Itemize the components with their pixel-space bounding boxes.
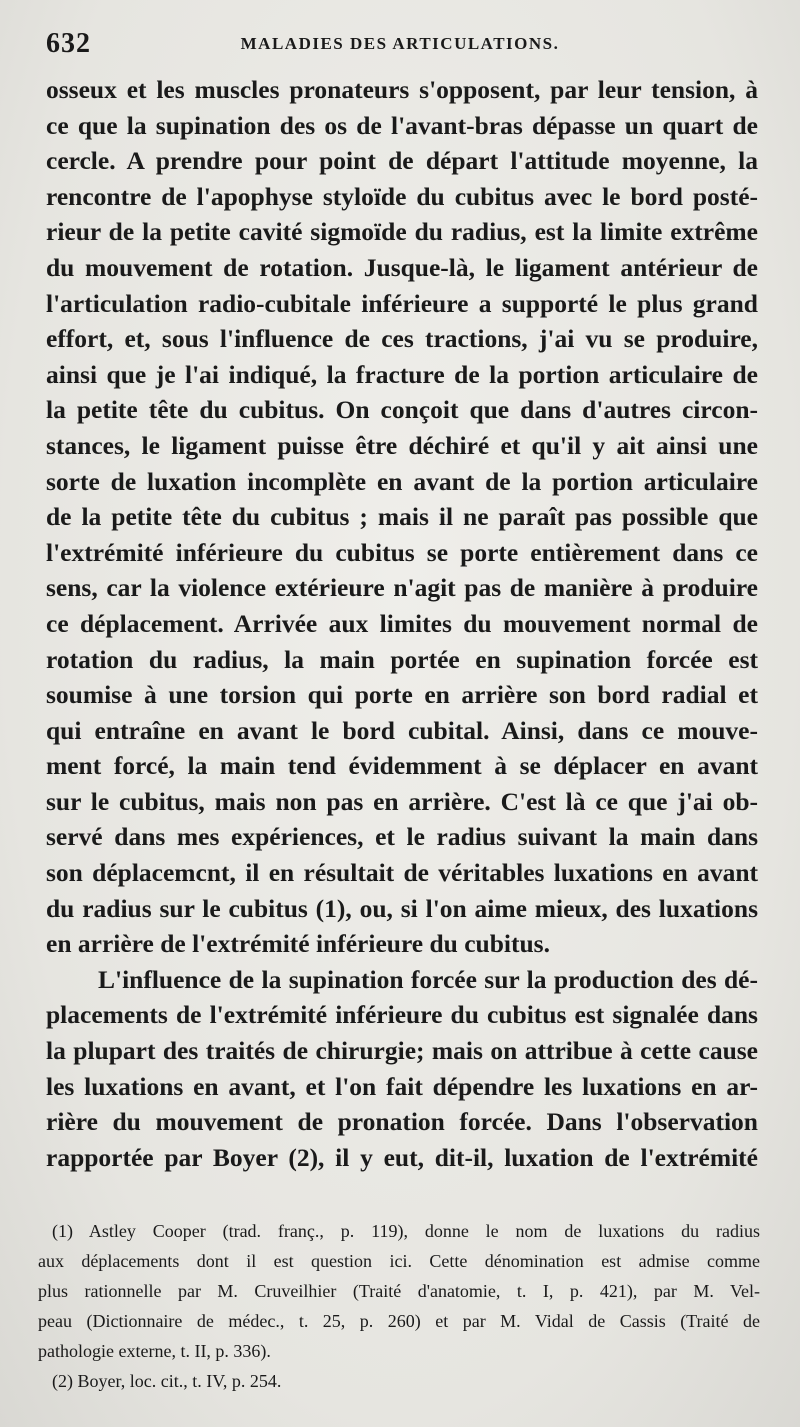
footnotes [38,1216,760,1396]
text-line: cercle. A prendre pour point de départ l'attitude moyenne, la [46,146,758,176]
text-line: du mouvement de rotation. Jusque-là, le ligament antérieur de [46,252,758,282]
text-line: sorte de luxation incomplète en avant de la portion articulaire [46,466,758,496]
text-line: sur le cubitus, mais non pas en arrière. C'est là ce que j'ai ob- [46,786,758,816]
text-line: rotation du radius, la main portée en supination forcée est [46,644,758,674]
footnote-1-line: aux déplacements dont il est question ici. Cette dénomination est admise comme [38,1251,760,1271]
text-line: ment forcé, la main tend évidemment à se déplacer en avant [46,751,758,781]
text-line: l'articulation radio-cubitale inférieure a supporté le plus grand [46,288,758,318]
running-head: MALADIES DES ARTICULATIONS. [240,34,560,53]
text-line: en arrière de l'extrémité inférieure du cubitus. [46,929,550,959]
body-text [46,72,758,1175]
text-line: servé dans mes expériences, et le radius suivant la main dans [46,822,758,852]
text-line: rapportée par Boyer (2), il y eut, dit-il, luxation de l'extrémité [46,1142,758,1172]
text-line: osseux et les muscles pronateurs s'opposent, par leur tension, à [46,75,758,104]
text-line: du radius sur le cubitus (1), ou, si l'on aime mieux, des luxations [46,893,758,923]
footnote-1-line: (1) Astley Cooper (trad. franç., p. 119), donne le nom de luxations du radius [52,1221,760,1241]
text-line: rière du mouvement de pronation forcée. Dans l'observation [46,1107,758,1137]
text-line: stances, le ligament puisse être déchiré et qu'il y ait ainsi une [46,430,758,460]
text-line: rieur de la petite cavité sigmoïde du radius, est la limite extrême [46,217,758,247]
text-line: l'extrémité inférieure du cubitus se porte entièrement dans ce [46,537,758,567]
text-line: les luxations en avant, et l'on fait dépendre les luxations en ar- [46,1071,758,1101]
footnote-1-line: peau (Dictionnaire de médec., t. 25, p. 260) et par M. Vidal de Cassis (Traité de [38,1311,760,1331]
text-line: qui entraîne en avant le bord cubital. Ainsi, dans ce mouve- [46,715,758,745]
text-line: ainsi que je l'ai indiqué, la fracture de la portion articulaire de [46,359,758,389]
text-line: ce que la supination des os de l'avant-bras dépasse un quart de [46,110,758,140]
paragraph-start-line: L'influence de la supination forcée sur la production des dé- [98,964,758,994]
text-line: la petite tête du cubitus. On conçoit que dans d'autres circon- [46,395,758,425]
page-number: 632 [46,28,91,59]
text-line: sens, car la violence extérieure n'agit pas de manière à produire [46,573,758,603]
footnote-2-line: (2) Boyer, loc. cit., t. IV, p. 254. [52,1371,282,1391]
text-line: rencontre de l'apophyse styloïde du cubitus avec le bord posté- [46,181,758,211]
footnote-1-line: plus rationnelle par M. Cruveilhier (Traité d'anatomie, t. I, p. 421), par M. Vel- [38,1281,760,1301]
text-line: effort, et, sous l'influence de ces tractions, j'ai vu se produire, [46,324,758,354]
text-line: de la petite tête du cubitus ; mais il ne paraît pas possible que [46,502,758,532]
text-line: soumise à une torsion qui porte en arrière son bord radial et [46,680,758,710]
page-header [46,28,754,58]
text-line: placements de l'extrémité inférieure du cubitus est signalée dans [46,1000,758,1030]
text-line: la plupart des traités de chirurgie; mais on attribue à cette cause [46,1036,758,1066]
text-line: ce déplacement. Arrivée aux limites du mouvement normal de [46,608,758,638]
text-line: son déplacemcnt, il en résultait de véritables luxations en avant [46,858,758,888]
footnote-1-line: pathologie externe, t. II, p. 336). [38,1341,271,1361]
